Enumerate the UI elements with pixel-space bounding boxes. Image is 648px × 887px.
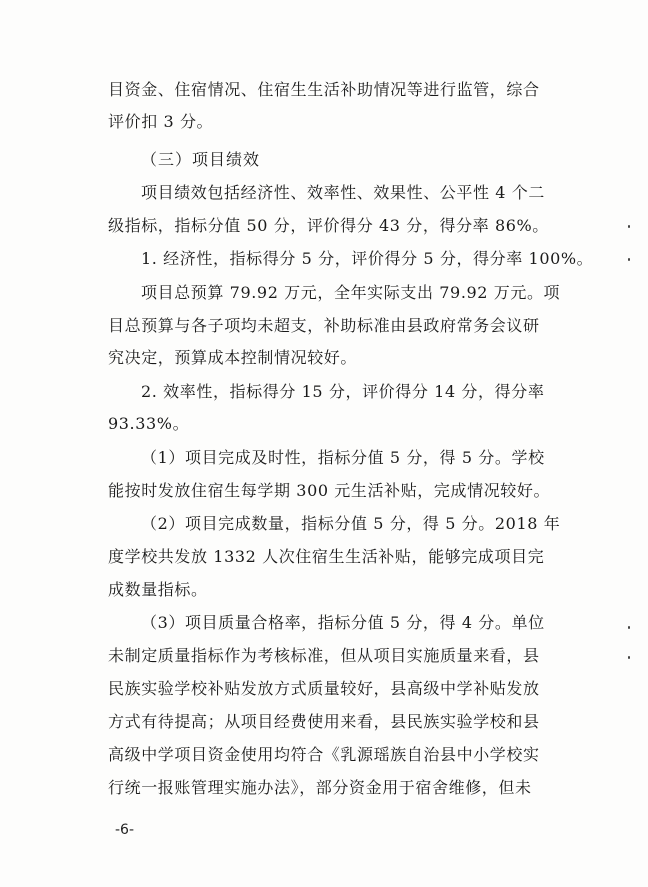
- paragraph-line: 方式有待提高；从项目经费使用来看，县民族实验学校和县: [108, 712, 540, 731]
- paragraph-line: 未制定质量指标作为考核标准，但从项目实施质量来看，县: [108, 646, 540, 665]
- paragraph-line: （3）项目质量合格率，指标分值 5 分，得 4 分。单位: [141, 613, 545, 632]
- paragraph-line: 成数量指标。: [108, 580, 208, 599]
- scan-speck: [628, 225, 630, 228]
- paragraph-line: （2）项目完成数量，指标分值 5 分，得 5 分。2018 年: [141, 514, 561, 533]
- paragraph-line: 度学校共发放 1332 人次住宿生生活补贴，能够完成项目完: [108, 547, 545, 566]
- scan-speck: [628, 626, 630, 629]
- paragraph-line: 评价扣 3 分。: [108, 112, 214, 131]
- paragraph-line: 高级中学项目资金使用均符合《乳源瑶族自治县中小学校实: [108, 745, 540, 764]
- paragraph-line: 目总预算与各子项均未超支，补助标准由县政府常务会议研: [108, 316, 540, 335]
- subsection-heading: 1. 经济性，指标得分 5 分，评价得分 5 分，得分率 100%。: [141, 249, 594, 268]
- page-number: -6-: [115, 822, 135, 838]
- paragraph-line: 目资金、住宿情况、住宿生生活补助情况等进行监管，综合: [108, 80, 540, 99]
- subsection-heading: 2. 效率性，指标得分 15 分，评价得分 14 分，得分率: [141, 382, 545, 401]
- scan-speck: [628, 656, 630, 659]
- paragraph-line: 项目绩效包括经济性、效率性、效果性、公平性 4 个二: [141, 183, 545, 202]
- paragraph-line: 93.33%。: [108, 414, 190, 433]
- paragraph-line: 民族实验学校补贴发放方式质量较好，县高级中学补贴发放: [108, 679, 540, 698]
- paragraph-line: （1）项目完成及时性，指标分值 5 分，得 5 分。学校: [141, 448, 545, 467]
- scan-speck: [628, 258, 630, 261]
- paragraph-line: 能按时发放住宿生每学期 300 元生活补贴，完成情况较好。: [108, 481, 551, 500]
- paragraph-line: 项目总预算 79.92 万元，全年实际支出 79.92 万元。项: [141, 283, 561, 302]
- section-heading: （三）项目绩效: [141, 150, 261, 169]
- paragraph-line: 行统一报账管理实施办法》，部分资金用于宿舍维修，但未: [108, 778, 532, 797]
- paragraph-line: 级指标，指标分值 50 分，评价得分 43 分，得分率 86%。: [108, 216, 549, 235]
- paragraph-line: 究决定，预算成本控制情况较好。: [108, 348, 358, 367]
